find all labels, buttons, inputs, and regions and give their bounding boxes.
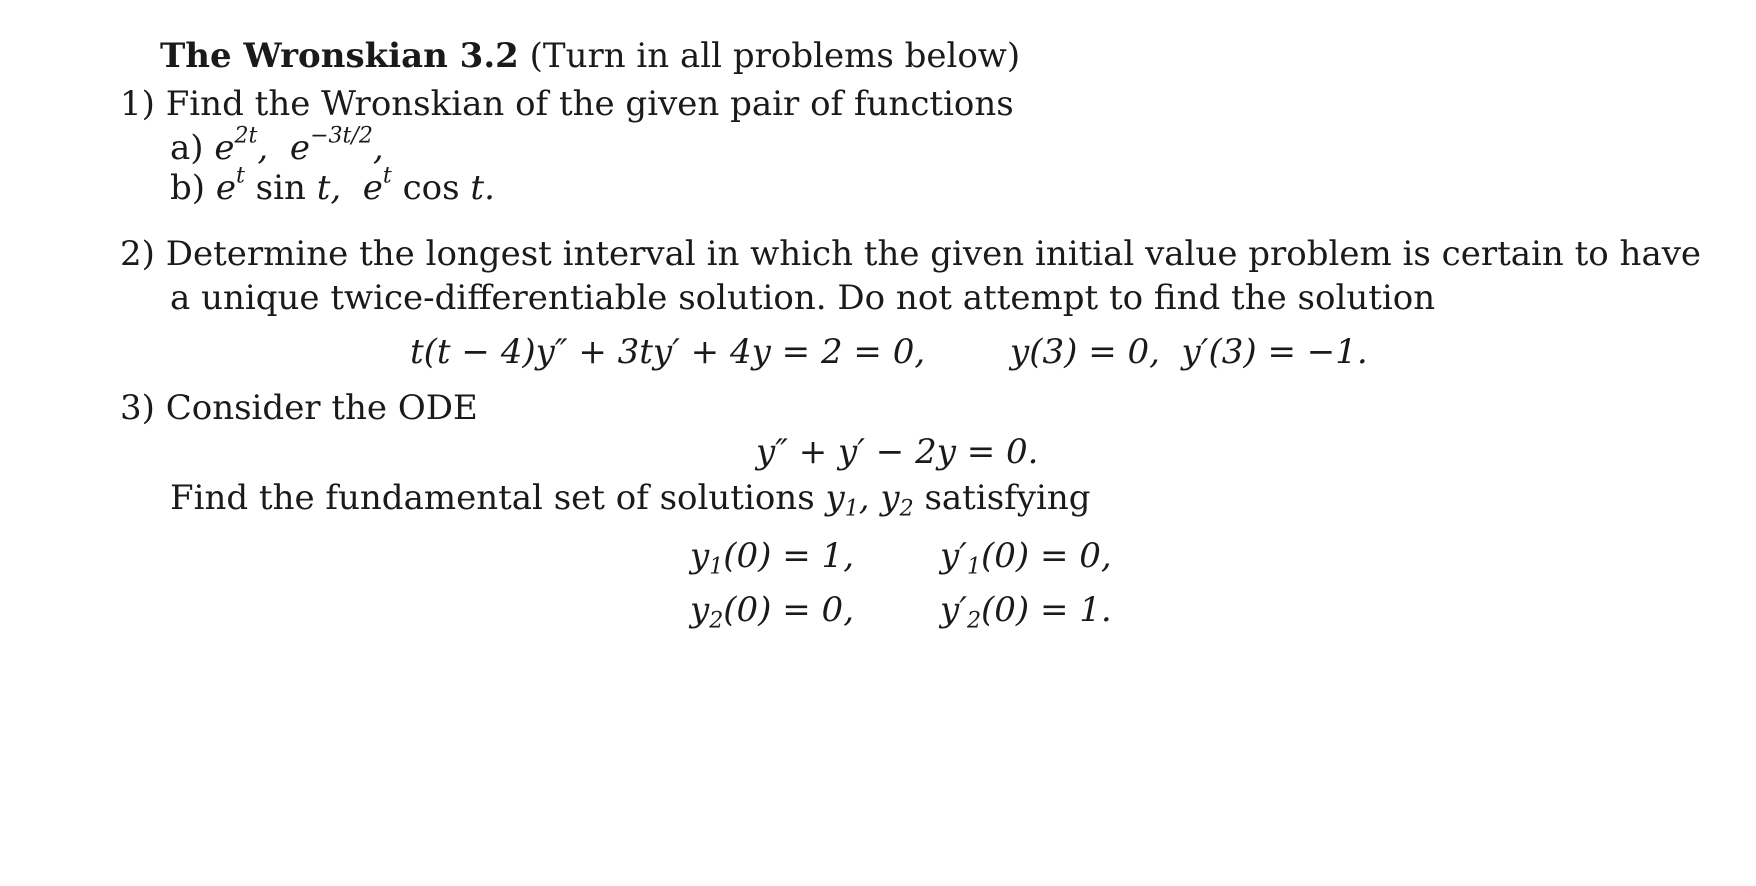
problem-3-text2-tail: satisfying — [924, 478, 1091, 518]
problem-3-heading — [120, 388, 478, 428]
problem-3-label: 3) — [120, 388, 155, 428]
problem-2-text-line1: Determine the longest interval in which the given initial value problem is certain to have — [165, 234, 1702, 274]
problem-2-initial-conditions: y(3) = 0, y′(3) = −1. — [1010, 332, 1368, 372]
problem-3-fundamental-set — [170, 478, 1091, 522]
page-title — [160, 36, 1020, 76]
problem-1a-expression: $e^{2t}$, $e^{-3t/2}$, — [214, 122, 384, 168]
problem-3-condition-y1: $y_1(0) = 1$, — [690, 536, 854, 580]
problem-1a-label: a) — [170, 128, 204, 168]
problem-3-text2: Find the fundamental set of solutions — [170, 478, 815, 518]
problem-1b-label: b) — [170, 168, 206, 208]
problem-1-heading — [120, 84, 1014, 124]
problem-3-text: Consider the ODE — [165, 388, 478, 428]
problem-3-condition-y2-prime: $y'_2(0) = 1$. — [940, 590, 1112, 634]
title-bold: The Wronskian 3.2 — [160, 36, 519, 76]
problem-3-solution-names: $y_1$, $y_2$ — [825, 478, 914, 522]
problem-1b-expression: $e^t$ sin t, $e^t$ cos t. — [215, 162, 495, 208]
problem-2-text-line2: a unique twice-differentiable solution. Do not attempt to find the solution — [170, 278, 1436, 318]
problem-1-label: 1) — [120, 84, 155, 124]
problem-3-condition-y1-prime: $y'_1(0) = 0$, — [940, 536, 1112, 580]
problem-1a — [170, 122, 384, 168]
title-note: (Turn in all problems below) — [529, 36, 1021, 76]
problem-3-ode: y″ + y′ − 2y = 0. — [756, 432, 1039, 472]
problem-1b — [170, 162, 495, 208]
problem-2-equation: t(t − 4)y″ + 3ty′ + 4y = 2 = 0, — [410, 332, 926, 372]
problem-1-text: Find the Wronskian of the given pair of functions — [165, 84, 1014, 124]
problem-2-heading — [120, 234, 1701, 274]
problem-2-label: 2) — [120, 234, 155, 274]
problem-3-condition-y2: $y_2(0) = 0$, — [690, 590, 854, 634]
